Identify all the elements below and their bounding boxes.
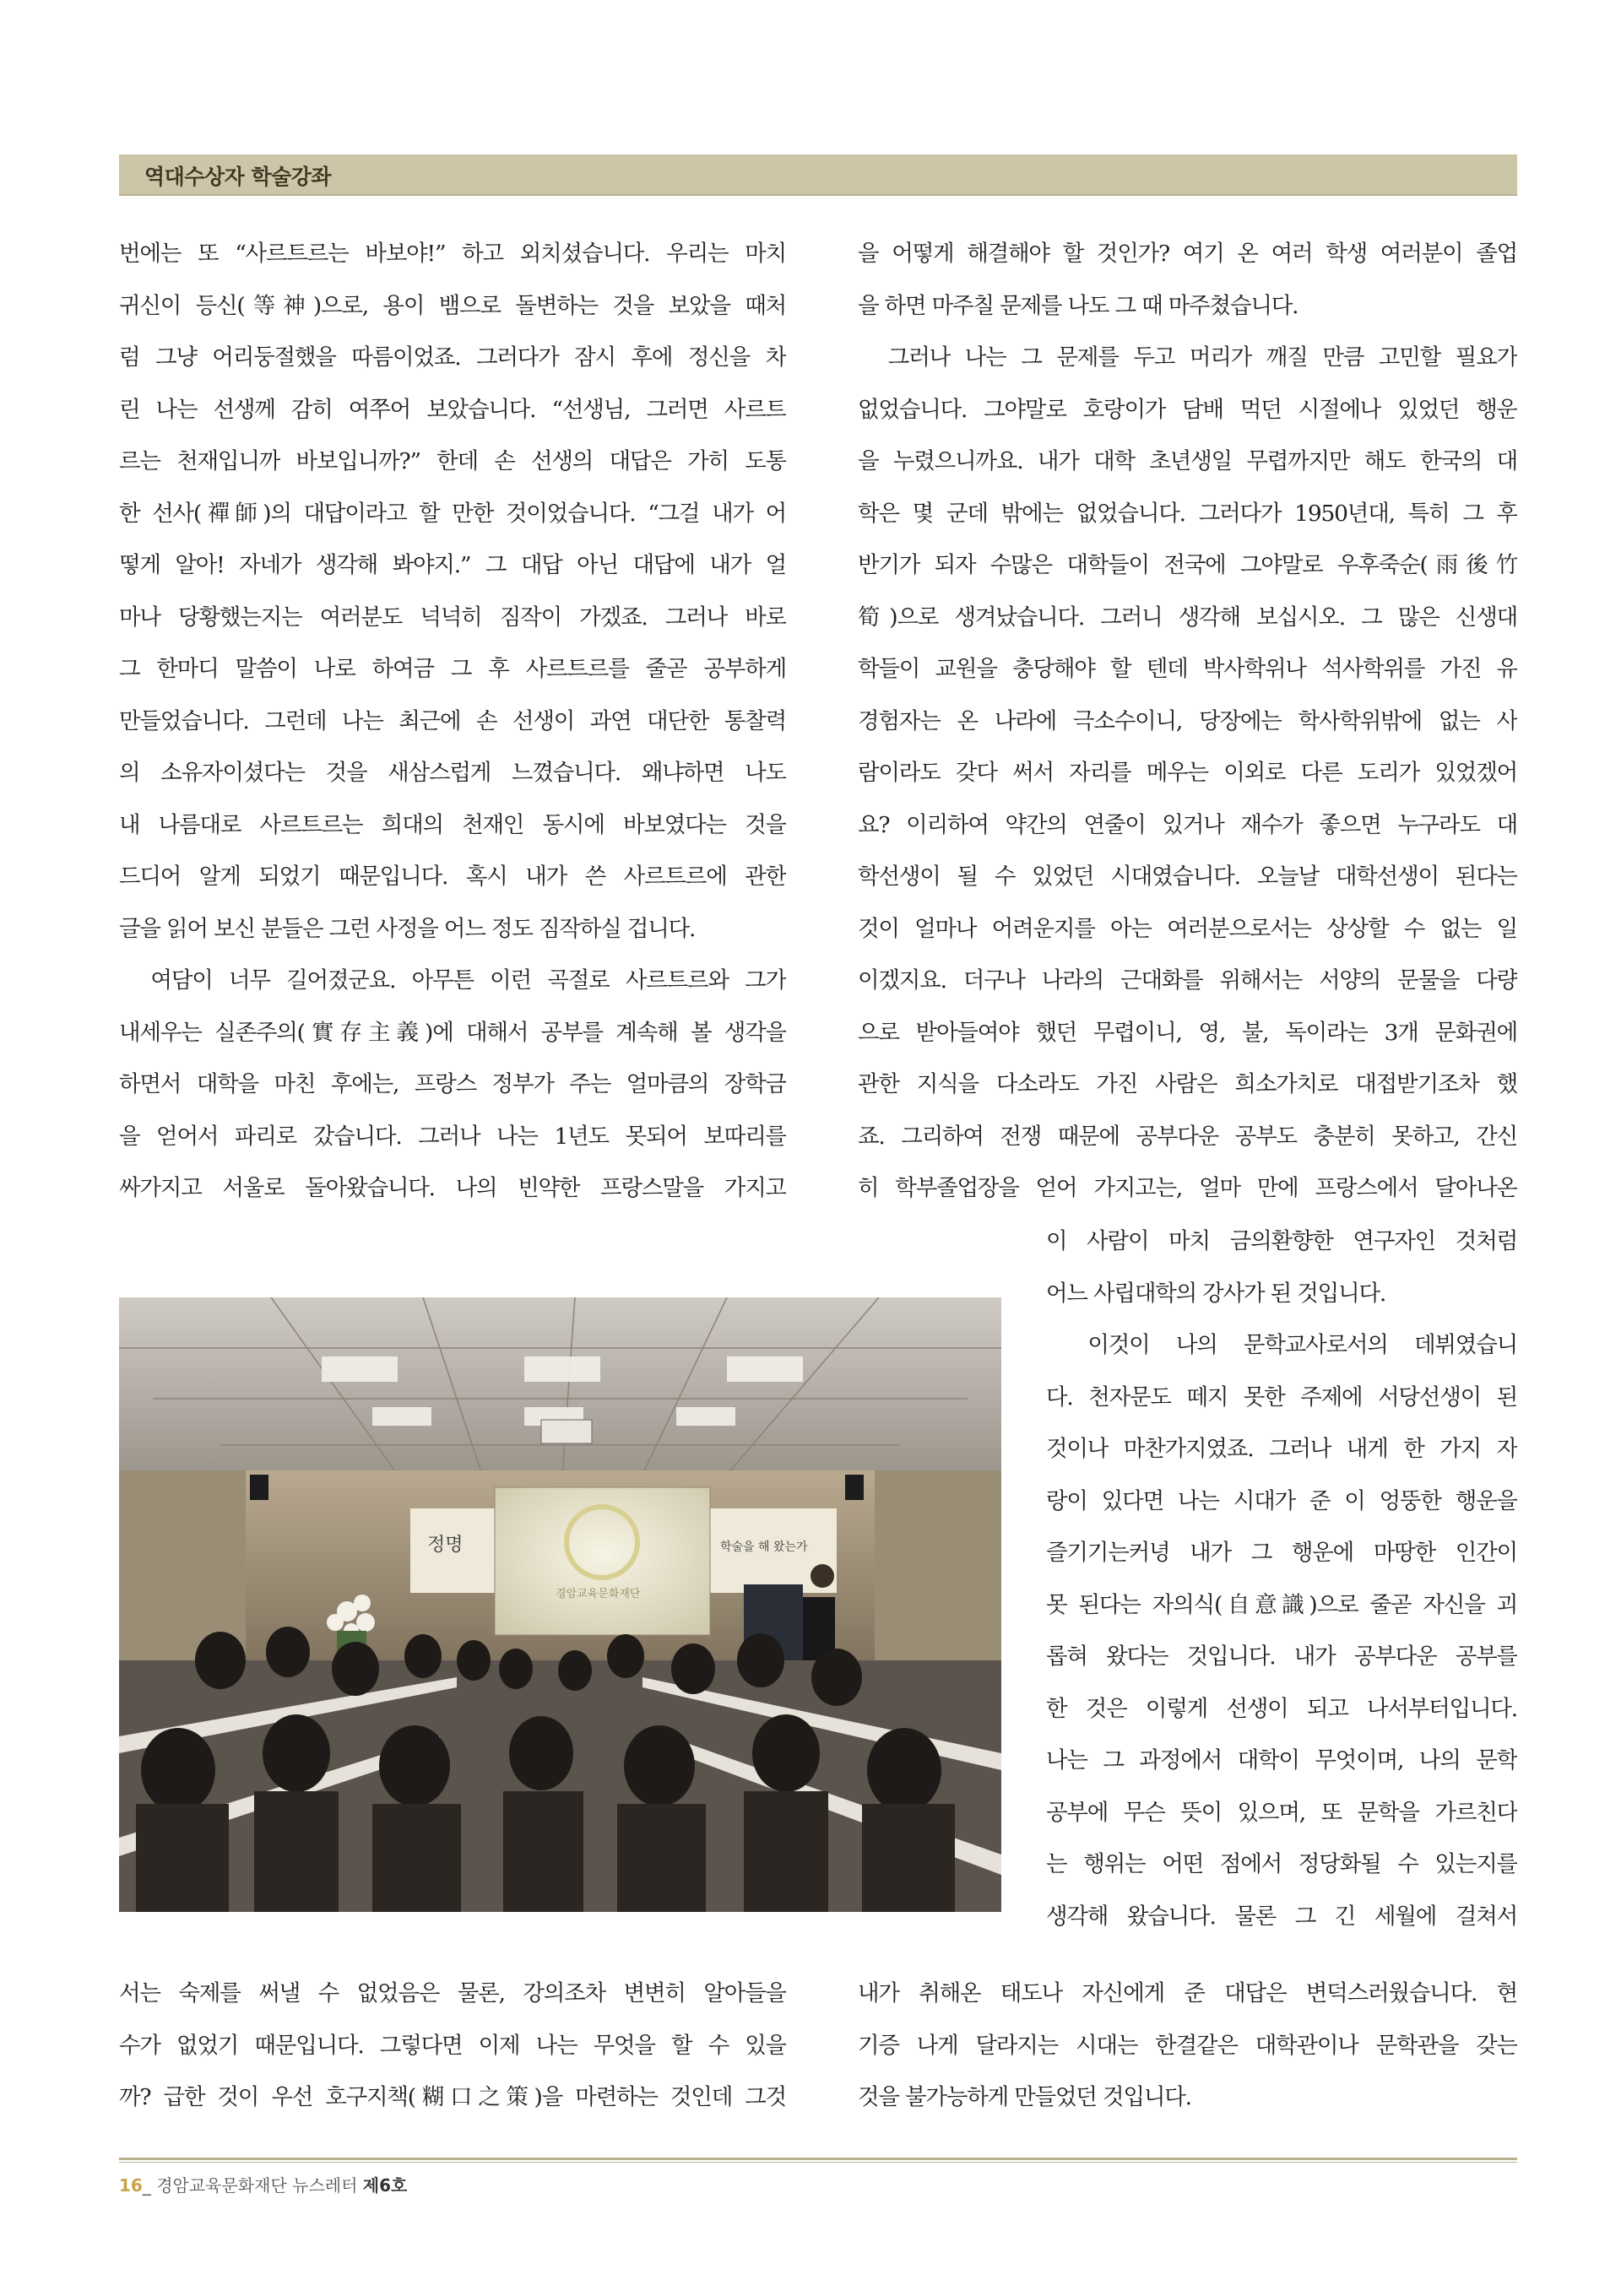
text-line: 나는 그 과정에서 대학이 무엇이며, 나의 문학 [1046,1747,1517,1773]
body-column-left-top [119,228,786,1215]
body-column-right-bottom [858,1968,1517,2124]
text-line: 이것이 나의 문학교사로서의 데뷔였습니 [1046,1332,1517,1358]
text-line: 요? 이리하여 약간의 연줄이 있거나 재수가 좋으면 누구라도 대 [858,811,1517,838]
issue-number: 제6호 [362,2175,408,2196]
text-line: 을 얻어서 파리로 갔습니다. 그러나 나는 1년도 못되어 보따리를 [119,1123,786,1150]
footer-divider [119,2158,1517,2160]
text-line: 르는 천재입니까 바보입니까?” 한데 손 선생의 대답은 가히 도통 [119,448,786,474]
text-line: 것이 얼마나 어려운지를 아는 여러분으로서는 상상할 수 없는 일 [858,915,1517,942]
text-line: 그 한마디 말씀이 나로 하여금 그 후 사르트르를 줄곧 공부하게 [119,656,786,682]
text-line: 학들이 교원을 충당해야 할 텐데 박사학위나 석사학위를 가진 유 [858,656,1517,682]
body-column-right-top [858,228,1517,1215]
text-line: 서는 숙제를 써낼 수 없었음은 물론, 강의조차 변변히 알아들을 [119,1980,786,2006]
text-line: 하면서 대학을 마친 후에는, 프랑스 정부가 주는 얼마큼의 장학금 [119,1071,786,1097]
text-line: 어느 사립대학의 강사가 된 것입니다. [1046,1280,1386,1307]
text-line: 여담이 너무 길어졌군요. 아무튼 이런 곡절로 사르트르와 그가 [119,967,786,994]
text-line: 의 소유자이셨다는 것을 새삼스럽게 느꼈습니다. 왜냐하면 나도 [119,760,786,786]
text-line: 기증 나게 달라지는 시대는 한결같은 대학관이나 문학관을 갖는 [858,2032,1517,2059]
text-line: 랑이 있다면 나는 시대가 준 이 엉뚱한 행운을 [1046,1487,1517,1514]
text-line: 공부에 무슨 뜻이 있으며, 또 문학을 가르친다 [1046,1799,1517,1826]
section-title: 역대수상자 학술강좌 [144,165,332,189]
text-line: 그러나 나는 그 문제를 두고 머리가 깨질 만큼 고민할 필요가 [858,344,1517,371]
text-line: 죠. 그리하여 전쟁 때문에 공부다운 공부도 충분히 못하고, 간신 [858,1123,1517,1150]
text-line: 린 나는 선생께 감히 여쭈어 보았습니다. “선생님, 그러면 사르트 [119,396,786,423]
text-line: 관한 지식을 다소라도 가진 사람은 희소가치로 대접받기조차 했 [858,1071,1517,1097]
text-line: 람이라도 갖다 써서 자리를 메우는 이외로 다른 도리가 있었겠어 [858,760,1517,786]
text-line: 수가 없었기 때문입니다. 그렇다면 이제 나는 무엇을 할 수 있을 [119,2032,786,2059]
text-line: 한 선사(禪師)의 대답이라고 할 만한 것이었습니다. “그걸 내가 어 [119,500,786,527]
text-line: 드디어 알게 되었기 때문입니다. 혹시 내가 쓴 사르트르에 관한 [119,864,786,890]
text-line: 이겠지요. 더구나 나라의 근대화를 위해서는 서양의 문물을 다량 [858,967,1517,994]
text-line: 내 나름대로 사르트르는 희대의 천재인 동시에 바보였다는 것을 [119,811,786,838]
text-line: 학선생이 될 수 있었던 시대였습니다. 오늘날 대학선생이 된다는 [858,864,1517,890]
publication-name: 경암교육문화재단 뉴스레터 [150,2175,363,2196]
text-line: 을 누렸으니까요. 내가 대학 초년생일 무렵까지만 해도 한국의 대 [858,448,1517,474]
text-line: 귀신이 등신(等神)으로, 용이 뱀으로 돌변하는 것을 보았을 때처 [119,292,786,319]
text-line: 만들었습니다. 그런데 나는 최근에 손 선생이 과연 대단한 통찰력 [119,707,786,734]
text-line: 것이나 마찬가지였죠. 그러나 내게 한 가지 자 [1046,1436,1517,1462]
text-line: 글을 읽어 보신 분들은 그런 사정을 어느 정도 짐작하실 겁니다. [119,915,696,942]
text-line: 을 어떻게 해결해야 할 것인가? 여기 온 여러 학생 여러분이 졸업 [858,241,1517,267]
text-line: 한 것은 이렇게 선생이 되고 나서부터입니다. [1046,1695,1517,1722]
text-line: 까? 급한 것이 우선 호구지책(糊口之策)을 마련하는 것인데 그것 [119,2084,786,2110]
text-line: 筍)으로 생겨났습니다. 그러니 생각해 보십시오. 그 많은 신생대 [858,604,1517,631]
text-line: 내가 취해온 태도나 자신에게 준 대답은 변덕스러웠습니다. 현 [858,1980,1517,2006]
text-line: 즐기기는커녕 내가 그 행운에 마땅한 인간이 [1046,1540,1517,1566]
text-line: 떻게 알아! 자네가 생각해 봐야지.” 그 대답 아닌 대답에 내가 얼 [119,552,786,578]
page-number: 16 [119,2175,143,2196]
text-line: 반기가 되자 수많은 대학들이 전국에 그야말로 우후죽순(雨後竹 [858,552,1517,578]
lecture-hall-photo [119,1297,1001,1912]
section-header-bar [119,154,1517,196]
text-line: 럼 그냥 어리둥절했을 따름이었죠. 그러다가 잠시 후에 정신을 차 [119,344,786,371]
body-column-right-mid [1046,1216,1517,1942]
text-line: 으로 받아들여야 했던 무렵이니, 영, 불, 독이라는 3개 문화권에 [858,1019,1517,1046]
text-line: 내세우는 실존주의(實存主義)에 대해서 공부를 계속해 볼 생각을 [119,1019,786,1046]
banner-right-text: 학술을 해 왔는가 [720,1541,808,1554]
text-line: 학은 몇 군데 밖에는 없었습니다. 그러다가 1950년대, 특히 그 후 [858,500,1517,527]
text-line: 마나 당황했는지는 여러분도 넉넉히 짐작이 가겠죠. 그러나 바로 [119,604,786,631]
text-line: 싸가지고 서울로 돌아왔습니다. 나의 빈약한 프랑스말을 가지고 [119,1175,786,1201]
banner-left-text: 정명 [427,1535,464,1556]
screen-text: 경암교육문화재단 [556,1588,641,1600]
footer-divider-thin [119,2162,1517,2163]
text-line: 다. 천자문도 떼지 못한 주제에 서당선생이 된 [1046,1384,1517,1411]
page-footer [119,2172,407,2196]
text-line: 는 행위는 어떤 점에서 정당화될 수 있는지를 [1046,1851,1517,1877]
text-line: 생각해 왔습니다. 물론 그 긴 세월에 걸쳐서 [1046,1903,1517,1930]
text-line: 경험자는 온 나라에 극소수이니, 당장에는 학사학위밖에 없는 사 [858,707,1517,734]
body-column-left-bottom [119,1968,786,2124]
text-line: 것을 불가능하게 만들었던 것입니다. [858,2084,1191,2110]
text-line: 히 학부졸업장을 얻어 가지고는, 얼마 만에 프랑스에서 달아나온 [858,1175,1517,1201]
page-number-separator: _ [142,2175,151,2196]
text-line: 이 사람이 마치 금의환향한 연구자인 것처럼 [1046,1228,1517,1254]
text-line: 못 된다는 자의식(自意識)으로 줄곧 자신을 괴 [1046,1591,1517,1618]
text-line: 을 하면 마주칠 문제를 나도 그 때 마주쳤습니다. [858,292,1298,319]
text-line: 롭혀 왔다는 것입니다. 내가 공부다운 공부를 [1046,1643,1517,1670]
text-line: 번에는 또 “사르트르는 바보야!” 하고 외치셨습니다. 우리는 마치 [119,241,786,267]
text-line: 없었습니다. 그야말로 호랑이가 담배 먹던 시절에나 있었던 행운 [858,396,1517,423]
